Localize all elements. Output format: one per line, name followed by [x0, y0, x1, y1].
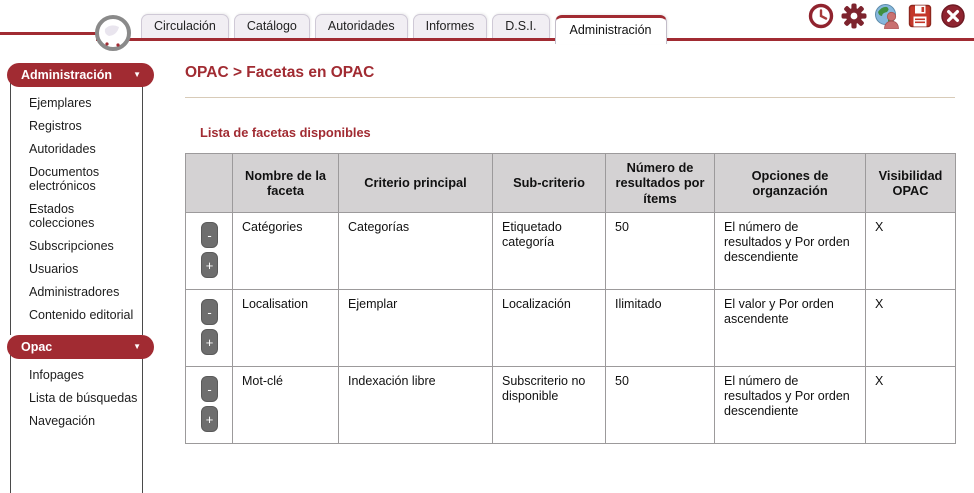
move-up-button[interactable]: - — [201, 222, 218, 248]
sidebar-item-autoridades[interactable]: Autoridades — [29, 142, 96, 156]
table-row — [186, 213, 956, 290]
clock-icon[interactable] — [808, 3, 834, 29]
row-controls-cell — [186, 213, 233, 290]
globe-user-icon[interactable] — [874, 3, 900, 29]
column-header-nombre-de-la-faceta: Nombre de la faceta — [233, 154, 339, 213]
page-body — [0, 42, 974, 493]
cell-nombre: Localisation — [233, 290, 339, 367]
tab-bar — [141, 0, 667, 41]
header-rule-left — [0, 32, 99, 35]
tab-cat-logo[interactable]: Catálogo — [234, 14, 310, 38]
column-header-sub-criterio: Sub-criterio — [493, 154, 606, 213]
chevron-down-icon: ▼ — [133, 342, 141, 351]
move-down-button[interactable]: + — [201, 406, 218, 432]
column-header-n-mero-de-resultados-por-tems: Número de resultados por ítems — [606, 154, 715, 213]
tab-autoridades[interactable]: Autoridades — [315, 14, 408, 38]
table-row — [186, 290, 956, 367]
top-header — [0, 0, 974, 42]
sidebar-item-administradores[interactable]: Administradores — [29, 285, 120, 299]
sidebar-item-estados-colecciones[interactable]: Estados colecciones — [29, 202, 95, 230]
sidebar-list-administraci-n — [10, 76, 143, 335]
row-controls-cell — [186, 290, 233, 367]
cell-sub-criterio: Subscriterio no disponible — [493, 367, 606, 444]
close-icon[interactable] — [940, 3, 966, 29]
cell-nombre: Catégories — [233, 213, 339, 290]
cell-criterio-principal: Categorías — [339, 213, 493, 290]
sidebar-item-ejemplares[interactable]: Ejemplares — [29, 96, 92, 110]
column-header-controls — [186, 154, 233, 213]
move-up-button[interactable]: - — [201, 299, 218, 325]
tab-d-s-i[interactable]: D.S.I. — [492, 14, 549, 38]
move-down-button[interactable]: + — [201, 329, 218, 355]
section-title: Lista de facetas disponibles — [200, 125, 371, 140]
sidebar-list-opac — [10, 348, 143, 493]
facets-table-body — [186, 213, 956, 444]
tab-circulaci-n[interactable]: Circulación — [141, 14, 229, 38]
cell-opciones: El número de resultados y Por orden descendiente — [715, 367, 866, 444]
sidebar-item-infopages[interactable]: Infopages — [29, 368, 84, 382]
cell-visibilidad: X — [866, 367, 956, 444]
chevron-down-icon: ▼ — [133, 70, 141, 79]
table-row — [186, 367, 956, 444]
cell-nombre: Mot-clé — [233, 367, 339, 444]
gear-icon[interactable] — [841, 3, 867, 29]
facets-table — [185, 153, 956, 444]
title-divider — [185, 97, 955, 98]
save-icon[interactable] — [907, 3, 933, 29]
cell-criterio-principal: Ejemplar — [339, 290, 493, 367]
sidebar-section-opac[interactable] — [7, 335, 154, 359]
sidebar-item-subscripciones[interactable]: Subscripciones — [29, 239, 114, 253]
column-header-opciones-de-organzaci-n: Opciones de organzación — [715, 154, 866, 213]
header-toolbar — [808, 3, 966, 29]
facets-table-header-row — [186, 154, 956, 213]
row-controls-cell — [186, 367, 233, 444]
cell-num-resultados: 50 — [606, 367, 715, 444]
sidebar-item-navegaci-n[interactable]: Navegación — [29, 414, 96, 428]
sidebar-item-contenido-editorial[interactable]: Contenido editorial — [29, 308, 134, 322]
column-header-criterio-principal: Criterio principal — [339, 154, 493, 213]
cell-visibilidad: X — [866, 290, 956, 367]
cell-num-resultados: 50 — [606, 213, 715, 290]
move-up-button[interactable]: - — [201, 376, 218, 402]
cell-sub-criterio: Localización — [493, 290, 606, 367]
sidebar-item-lista-de-b-squedas[interactable]: Lista de búsquedas — [29, 391, 138, 405]
cell-opciones: El valor y Por orden ascendente — [715, 290, 866, 367]
sidebar-section-administraci-n[interactable] — [7, 63, 154, 87]
sidebar-section-label: Opac — [21, 340, 53, 354]
sidebar-item-documentos-electr-nicos[interactable]: Documentos electrónicos — [29, 165, 100, 193]
sidebar-section-label: Administración — [21, 68, 112, 82]
sidebar-item-usuarios[interactable]: Usuarios — [29, 262, 79, 276]
cell-sub-criterio: Etiquetado categoría — [493, 213, 606, 290]
cell-num-resultados: Ilimitado — [606, 290, 715, 367]
pmb-logo[interactable] — [93, 13, 133, 58]
tab-informes[interactable]: Informes — [413, 14, 488, 38]
move-down-button[interactable]: + — [201, 252, 218, 278]
tab-administraci-n[interactable]: Administración — [555, 15, 667, 44]
column-header-visibilidad-opac: Visibilidad OPAC — [866, 154, 956, 213]
cell-opciones: El número de resultados y Por orden descendiente — [715, 213, 866, 290]
cell-visibilidad: X — [866, 213, 956, 290]
cell-criterio-principal: Indexación libre — [339, 367, 493, 444]
main-content — [163, 42, 956, 444]
page-title: OPAC > Facetas en OPAC — [185, 64, 375, 81]
sidebar-item-registros[interactable]: Registros — [29, 119, 82, 133]
sidebar — [0, 42, 163, 493]
